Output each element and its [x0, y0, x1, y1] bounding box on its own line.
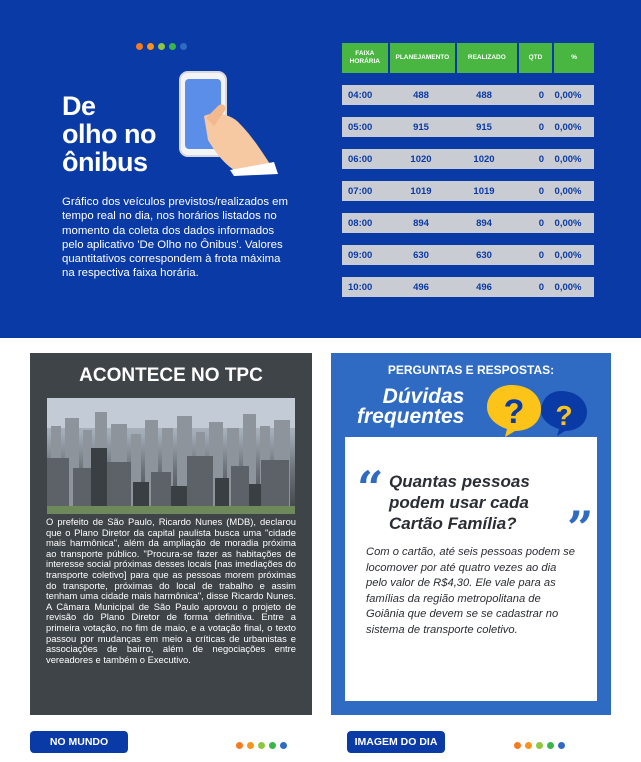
- decor-dots-top: [136, 43, 187, 50]
- table-header: [342, 43, 594, 73]
- cell-pct: 0,00%: [554, 281, 582, 293]
- cell-done: 496: [476, 281, 492, 293]
- cell-planned: 1020: [410, 153, 432, 165]
- cell-done: 915: [476, 121, 492, 133]
- cell-done: 894: [476, 217, 492, 229]
- banner-title: [62, 92, 156, 176]
- dot: [525, 742, 532, 749]
- title-line: De: [62, 91, 96, 121]
- cell-done: 488: [476, 89, 492, 101]
- header-cell: PLANEJAMENTO: [390, 43, 455, 73]
- cell-qty: 0: [538, 153, 544, 165]
- cell-qty: 0: [538, 185, 544, 197]
- no-mundo-tab[interactable]: NO MUNDO: [30, 731, 128, 753]
- cell-pct: 0,00%: [554, 249, 582, 261]
- faq-header: PERGUNTAS E RESPOSTAS:: [387, 363, 555, 377]
- cell-pct: 0,00%: [554, 217, 582, 229]
- dot: [236, 742, 243, 749]
- imagem-do-dia-tab[interactable]: IMAGEM DO DIA: [347, 731, 445, 753]
- dot: [169, 43, 176, 50]
- cell-time: 04:00: [348, 89, 373, 101]
- cell-planned: 1019: [410, 185, 432, 197]
- hand-phone-icon: [174, 66, 284, 176]
- cell-qty: 0: [538, 121, 544, 133]
- fleet-table: [342, 43, 594, 309]
- cell-time: 09:00: [348, 249, 373, 261]
- table-row: [342, 85, 594, 105]
- table-row: [342, 245, 594, 265]
- table-row: [342, 149, 594, 169]
- faq-question: Quantas pessoas podem usar cada Cartão Família?: [389, 472, 530, 533]
- open-quote-icon: “: [357, 461, 384, 515]
- news-body: O prefeito de São Paulo, Ricardo Nunes (MDB), declarou que o Plano Diretor da capital paulista busca uma "cidade mais harmônica", além da ampliação de moradia próxima ao transporte público. "Procura-se fazer as habitações de interesse social próximas desses locais [nas imediações do transporte coletivo] para que as pessoas morem próximas do transporte, próximas do local de trabalho e assim tenham uma cidade mais harmônica", disse Ricardo Nunes. A Câmara Municipal de São Paulo aprovou o projeto de revisão do Plano Diretor de forma definitiva. Entre a primeira votação, no fim de maio, e a votação final, o texto passou por mudanças em meio a críticas de urbanistas e associações de bairro, além de negociações entre vereadores e também o Executivo.: [46, 516, 296, 665]
- cell-time: 06:00: [348, 153, 373, 165]
- decor-dots-bottom-left: [236, 742, 287, 749]
- header-cell: %: [554, 43, 594, 73]
- table-body: [342, 85, 594, 297]
- city-skyline-image: [47, 398, 295, 514]
- svg-text:?: ?: [503, 393, 525, 431]
- dot: [147, 43, 154, 50]
- title-line: ônibus: [62, 147, 148, 177]
- title-line: olho no: [62, 119, 156, 149]
- cell-pct: 0,00%: [554, 121, 582, 133]
- cell-done: 1019: [473, 185, 495, 197]
- dot: [547, 742, 554, 749]
- faq-card: [345, 437, 597, 701]
- header-cell: FAIXA HORÁRIA: [342, 43, 388, 73]
- skyline-illustration: [47, 398, 295, 514]
- cell-planned: 488: [413, 89, 429, 101]
- cell-qty: 0: [538, 217, 544, 229]
- cell-time: 07:00: [348, 185, 373, 197]
- cell-planned: 915: [413, 121, 429, 133]
- table-row: [342, 277, 594, 297]
- news-panel: [30, 353, 312, 715]
- faq-title: [357, 387, 464, 427]
- cell-pct: 0,00%: [554, 153, 582, 165]
- table-row: [342, 213, 594, 233]
- cell-time: 10:00: [348, 281, 373, 293]
- header-cell: REALIZADO: [457, 43, 517, 73]
- cell-planned: 894: [413, 217, 429, 229]
- dot: [280, 742, 287, 749]
- cell-qty: 0: [538, 249, 544, 261]
- svg-text:?: ?: [555, 400, 573, 431]
- dot: [136, 43, 143, 50]
- dot: [247, 742, 254, 749]
- table-row: [342, 181, 594, 201]
- cell-done: 1020: [473, 153, 495, 165]
- cell-pct: 0,00%: [554, 89, 582, 101]
- dot: [158, 43, 165, 50]
- cell-done: 630: [476, 249, 492, 261]
- close-quote-icon: ”: [567, 501, 594, 555]
- dot: [558, 742, 565, 749]
- dot: [258, 742, 265, 749]
- table-row: [342, 117, 594, 137]
- dot: [536, 742, 543, 749]
- faq-title-line1: Dúvidas: [382, 385, 465, 408]
- question-bubbles-icon: [483, 381, 593, 439]
- cell-qty: 0: [538, 89, 544, 101]
- cell-pct: 0,00%: [554, 185, 582, 197]
- faq-answer: Com o cartão, até seis pessoas podem se locomover por até quatro vezes ao dia pelo valor de R$4,30. Ele vale para as famílias da região metropolitana de Goiânia que devem se se cadastrar no sistema de transporte coletivo.: [366, 546, 575, 636]
- decor-dots-bottom-right: [514, 742, 565, 749]
- top-banner: [0, 0, 641, 338]
- dot: [180, 43, 187, 50]
- dot: [269, 742, 276, 749]
- cell-planned: 630: [413, 249, 429, 261]
- dot: [514, 742, 521, 749]
- header-cell: QTD: [519, 43, 553, 73]
- faq-panel: [331, 353, 611, 715]
- news-panel-title: ACONTECE NO TPC: [79, 365, 263, 386]
- cell-qty: 0: [538, 281, 544, 293]
- faq-title-line2: frequentes: [357, 405, 465, 428]
- banner-description: Gráfico dos veículos previstos/realizados em tempo real no dia, nos horários listados no momento da coleta dos dados informados pelo aplicativo 'De Olho no Ônibus'. Valores quantitativos correspondem à frota máxima na respectiva faixa horária.: [62, 196, 289, 280]
- cell-time: 08:00: [348, 217, 373, 229]
- cell-time: 05:00: [348, 121, 373, 133]
- cell-planned: 496: [413, 281, 429, 293]
